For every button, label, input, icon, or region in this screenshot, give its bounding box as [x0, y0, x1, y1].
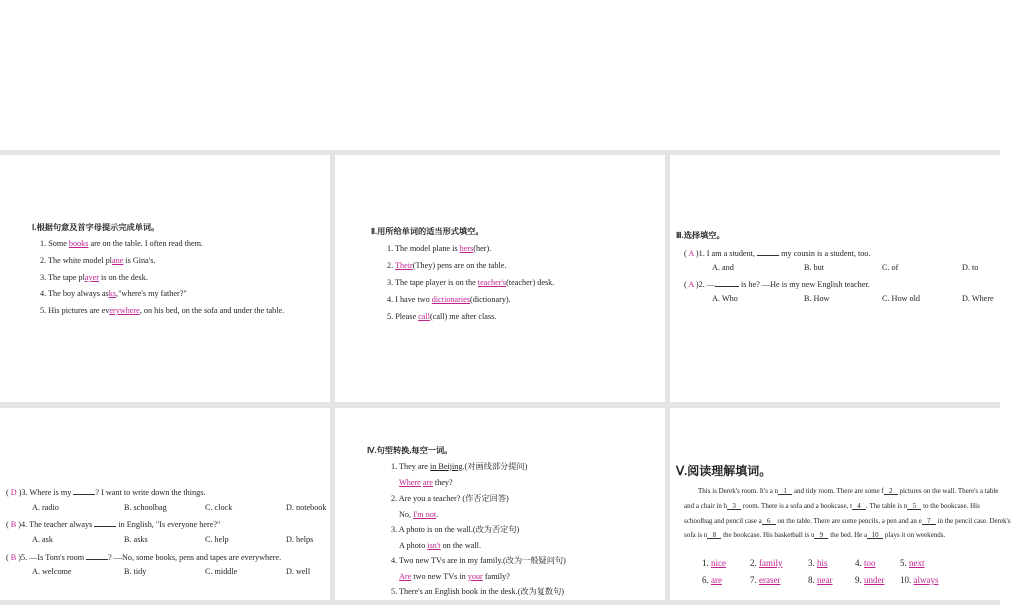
choice-question: ( B )4. The teacher always in English, "Is everyone here?": [6, 520, 221, 529]
section-heading: Ⅲ.选择填空。: [676, 231, 725, 240]
section-heading: Ⅰ.根据句意及首字母提示完成单词。: [32, 223, 160, 232]
passage-line: sofa is n 8 the bookcase. His basketball is u 9 the bed. He a 10 plays it on weekends.: [684, 531, 946, 539]
option: C. How old: [882, 294, 920, 303]
passage-line: This is Derek's room. It's a n 1 and tidy room. There are some f 2 pictures on the wall. There's a table: [698, 487, 999, 495]
question-line: 4. Two new TVs are in my family.(改为一般疑问句): [391, 556, 566, 565]
option: D. Where: [962, 294, 994, 303]
option: B. tidy: [124, 567, 147, 576]
passage-line: and a chair in h 3 room. There is a sofa and a bookcase, t 4 . The table is n 5 to the bookcase. His: [684, 502, 980, 510]
option: A. Who: [712, 294, 738, 303]
option: C. middle: [205, 567, 238, 576]
option: A. ask: [32, 535, 53, 544]
question-line: 3. A photo is on the wall.(改为否定句): [391, 525, 520, 534]
question-line: 2. Their(They) pens are on the table.: [387, 261, 507, 270]
option: B. but: [804, 263, 825, 272]
option: C. help: [205, 535, 229, 544]
answer-item: 6. are: [702, 575, 722, 585]
question-line: 2. Are you a teacher? (作否定回答): [391, 494, 509, 503]
option: D. to: [962, 263, 979, 272]
option: D. helps: [286, 535, 314, 544]
slide-exercise-5: [670, 408, 1011, 600]
question-line: 1. They are in Beijing.(对画线部分提问): [391, 462, 528, 471]
question-line: 1. The model plane is hers(her).: [387, 244, 492, 253]
option: B. schoolbag: [124, 503, 167, 512]
option: A. welcome: [32, 567, 72, 576]
option: C. of: [882, 263, 899, 272]
question-line: 3. The tape player is on the desk.: [40, 273, 148, 282]
option: D. notebook: [286, 503, 327, 512]
slide-exercise-2: [335, 155, 665, 402]
question-line: 4. I have two dictionaries(dictionary).: [387, 295, 511, 304]
answer-item: 10. always: [900, 575, 939, 585]
passage-line: schoolbag and pencil case a 6 on the table. There are some pencils, a pen and an e 7 in the pencil case. Derek's: [684, 517, 1011, 525]
answer-item: 2. family: [750, 558, 783, 568]
question-line: 5. Please call(call) me after class.: [387, 312, 497, 321]
answer-item: 9. under: [855, 575, 885, 585]
question-line: 4. The boy always asks,"where's my father?": [40, 289, 187, 298]
option: C. clock: [205, 503, 233, 512]
answer-line: Are two new TVs in your family?: [399, 572, 510, 581]
choice-question: ( A )2. — is he? —He is my new English teacher.: [684, 280, 870, 289]
slide-exercise-3: [670, 155, 1000, 402]
question-line: 5. There's an English book in the desk.(改为复数句): [391, 587, 565, 596]
question-line: 1. Some books are on the table. I often read them.: [40, 239, 204, 248]
slide-exercise-3-continued: [0, 408, 330, 600]
section-heading: Ⅳ.句型转换,每空一词。: [367, 446, 453, 455]
section-heading: Ⅱ.用所给单词的适当形式填空。: [371, 227, 484, 236]
option: A. and: [712, 263, 734, 272]
option: B. asks: [124, 535, 148, 544]
choice-question: ( A )1. I am a student, my cousin is a student, too.: [684, 249, 871, 258]
answer-item: 4. too: [855, 558, 876, 568]
answer-item: 3. his: [808, 558, 828, 568]
question-line: 3. The tape player is on the teacher's(teacher) desk.: [387, 278, 555, 287]
question-line: 2. The white model plane is Gina's.: [40, 256, 156, 265]
section-heading: Ⅴ.阅读理解填词。: [676, 464, 772, 478]
option: A. radio: [32, 503, 59, 512]
answer-item: 1. nice: [702, 558, 726, 568]
answer-item: 7. eraser: [750, 575, 781, 585]
option: B. How: [804, 294, 830, 303]
choice-question: ( B )5. —Is Tom's room ? —No, some books, pens and tapes are everywhere.: [6, 553, 282, 562]
question-line: 5. His pictures are everywhere, on his bed, on the sofa and under the table.: [40, 306, 285, 315]
answer-item: 8. near: [808, 575, 833, 585]
answer-item: 5. next: [900, 558, 925, 568]
option: D. well: [286, 567, 311, 576]
choice-question: ( D )3. Where is my ? I want to write down the things.: [6, 488, 206, 497]
slide-exercise-1: [0, 155, 330, 402]
answer-line: A photo isn't on the wall.: [399, 541, 482, 550]
slide-exercise-4: [335, 408, 665, 600]
answer-line: Where are they?: [399, 478, 453, 487]
answer-line: No, I'm not.: [399, 510, 439, 519]
